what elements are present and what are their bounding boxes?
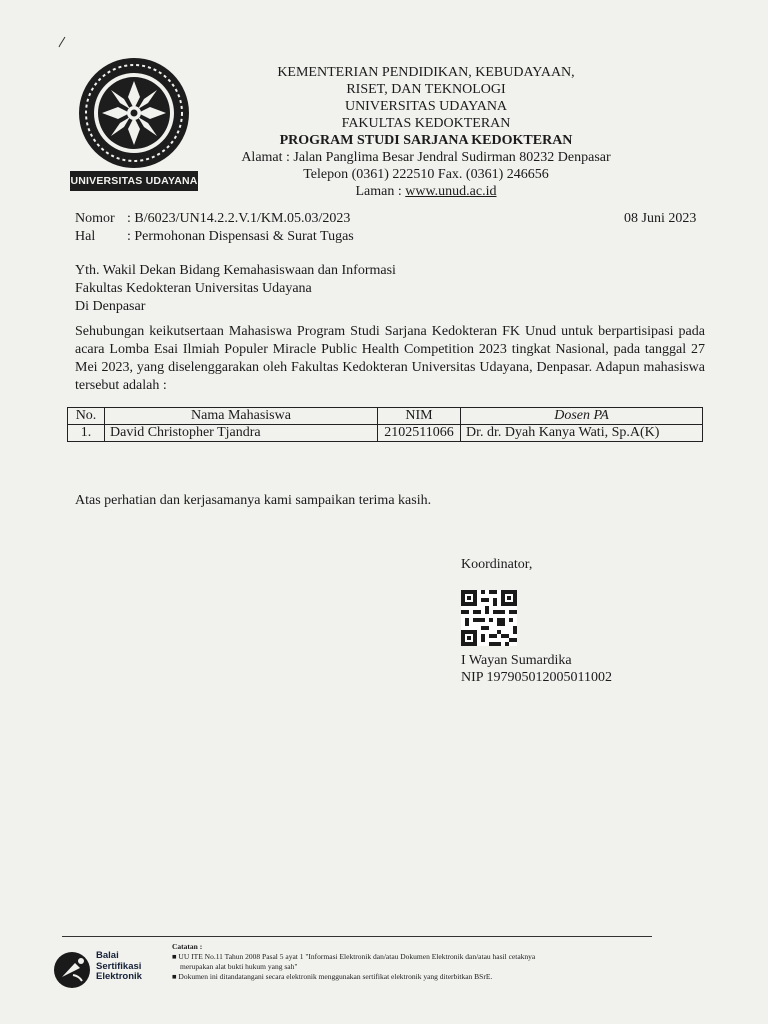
ministry-line-2: RISET, DAN TEKNOLOGI bbox=[346, 82, 506, 97]
bsre-logo-icon bbox=[52, 950, 92, 990]
recipient-line-2: Fakultas Kedokteran Universitas Udayana bbox=[75, 281, 312, 296]
cell-nim: 2102511066 bbox=[378, 425, 461, 442]
header-dosen: Dosen PA bbox=[461, 408, 703, 425]
closing-text: Atas perhatian dan kerjasamanya kami sampaikan terima kasih. bbox=[75, 493, 432, 508]
table-header-row bbox=[68, 408, 703, 425]
note-item-2-text: Dokumen ini ditandatangani secara elektronik menggunakan sertifikat elektronik yang diterbitkan BSrE. bbox=[178, 972, 493, 981]
letter-date: 08 Juni 2023 bbox=[624, 211, 697, 226]
header-name: Nama Mahasiswa bbox=[105, 408, 378, 425]
table-row bbox=[68, 425, 703, 442]
recipient-block bbox=[75, 262, 396, 316]
qr-code-icon[interactable] bbox=[461, 590, 517, 646]
pen-mark-icon bbox=[58, 36, 66, 48]
bsre-line-2: Sertifikasi bbox=[96, 960, 142, 972]
bsre-line-3: Elektronik bbox=[96, 971, 142, 982]
logo-banner-text: UNIVERSITAS UDAYANA bbox=[70, 171, 198, 191]
note-item-1-cont: merupakan alat bukti hukum yang sah" bbox=[180, 962, 298, 971]
recipient-line-1: Yth. Wakil Dekan Bidang Kemahasiswaan dan Informasi bbox=[75, 263, 396, 278]
footer-notes bbox=[172, 942, 672, 982]
university-seal-icon bbox=[78, 57, 190, 169]
header-nim: NIM bbox=[378, 408, 461, 425]
header-no: No. bbox=[68, 408, 105, 425]
footer-divider bbox=[62, 936, 652, 937]
letterhead-text bbox=[220, 64, 632, 200]
hal-value: : Permohonan Dispensasi & Surat Tugas bbox=[127, 229, 354, 244]
ministry-line-1: KEMENTERIAN PENDIDIKAN, KEBUDAYAAN, bbox=[277, 65, 575, 80]
university-logo bbox=[70, 57, 198, 193]
nomor-row bbox=[75, 210, 350, 228]
signatory-nip: NIP 197905012005011002 bbox=[461, 670, 613, 685]
website-link[interactable]: www.unud.ac.id bbox=[405, 184, 497, 199]
note-item-1-text: UU ITE No.11 Tahun 2008 Pasal 5 ayat 1 "Informasi Elektronik dan/atau Dokumen Elektronik dan/atau hasil cetaknya bbox=[178, 952, 536, 961]
program-line: PROGRAM STUDI SARJANA KEDOKTERAN bbox=[279, 133, 573, 148]
bsre-line-1: Balai bbox=[96, 950, 119, 961]
student-table bbox=[67, 407, 703, 442]
faculty-line: FAKULTAS KEDOKTERAN bbox=[341, 116, 511, 131]
signatory-name: I Wayan Sumardika bbox=[461, 653, 572, 668]
phone-line: Telepon (0361) 222510 Fax. (0361) 246656 bbox=[303, 167, 549, 182]
university-line: UNIVERSITAS UDAYANA bbox=[344, 99, 508, 114]
recipient-line-3: Di Denpasar bbox=[75, 299, 146, 314]
cell-no: 1. bbox=[68, 425, 105, 442]
note-item-1: ■ UU ITE No.11 Tahun 2008 Pasal 5 ayat 1 "Informasi Elektronik dan/atau Dokumen Elektronik dan/atau hasil cetaknya bbox=[172, 952, 536, 961]
body-paragraph: Sehubungan keikutsertaan Mahasiswa Program Studi Sarjana Kedokteran FK Unud untuk berpartisipasi pada acara Lomba Esai Ilmiah Populer Miracle Public Health Competition 2023 tingkat Nasional, pada tanggal 27 Mei 2023, yang diselenggarakan oleh Fakultas Kedokteran Universitas Udayana, Denpasar. Adapun mahasiswa tersebut adalah : bbox=[75, 324, 705, 393]
hal-label: Hal bbox=[75, 229, 96, 244]
hal-row bbox=[75, 228, 354, 246]
address-line: Alamat : Jalan Panglima Besar Jendral Sudirman 80232 Denpasar bbox=[241, 150, 611, 165]
website-label: Laman : bbox=[355, 184, 406, 199]
notes-title: Catatan : bbox=[172, 942, 203, 951]
cell-dosen: Dr. dr. Dyah Kanya Wati, Sp.A(K) bbox=[461, 425, 703, 442]
nomor-label: Nomor bbox=[75, 211, 115, 226]
website-line bbox=[220, 183, 632, 200]
nomor-value: : B/6023/UN14.2.2.V.1/KM.05.03/2023 bbox=[127, 211, 351, 226]
bsre-text bbox=[96, 951, 142, 983]
signature-title: Koordinator, bbox=[461, 557, 533, 572]
cell-name: David Christopher Tjandra bbox=[105, 425, 378, 442]
note-item-2: ■ Dokumen ini ditandatangani secara elektronik menggunakan sertifikat elektronik yang diterbitkan BSrE. bbox=[172, 972, 493, 981]
